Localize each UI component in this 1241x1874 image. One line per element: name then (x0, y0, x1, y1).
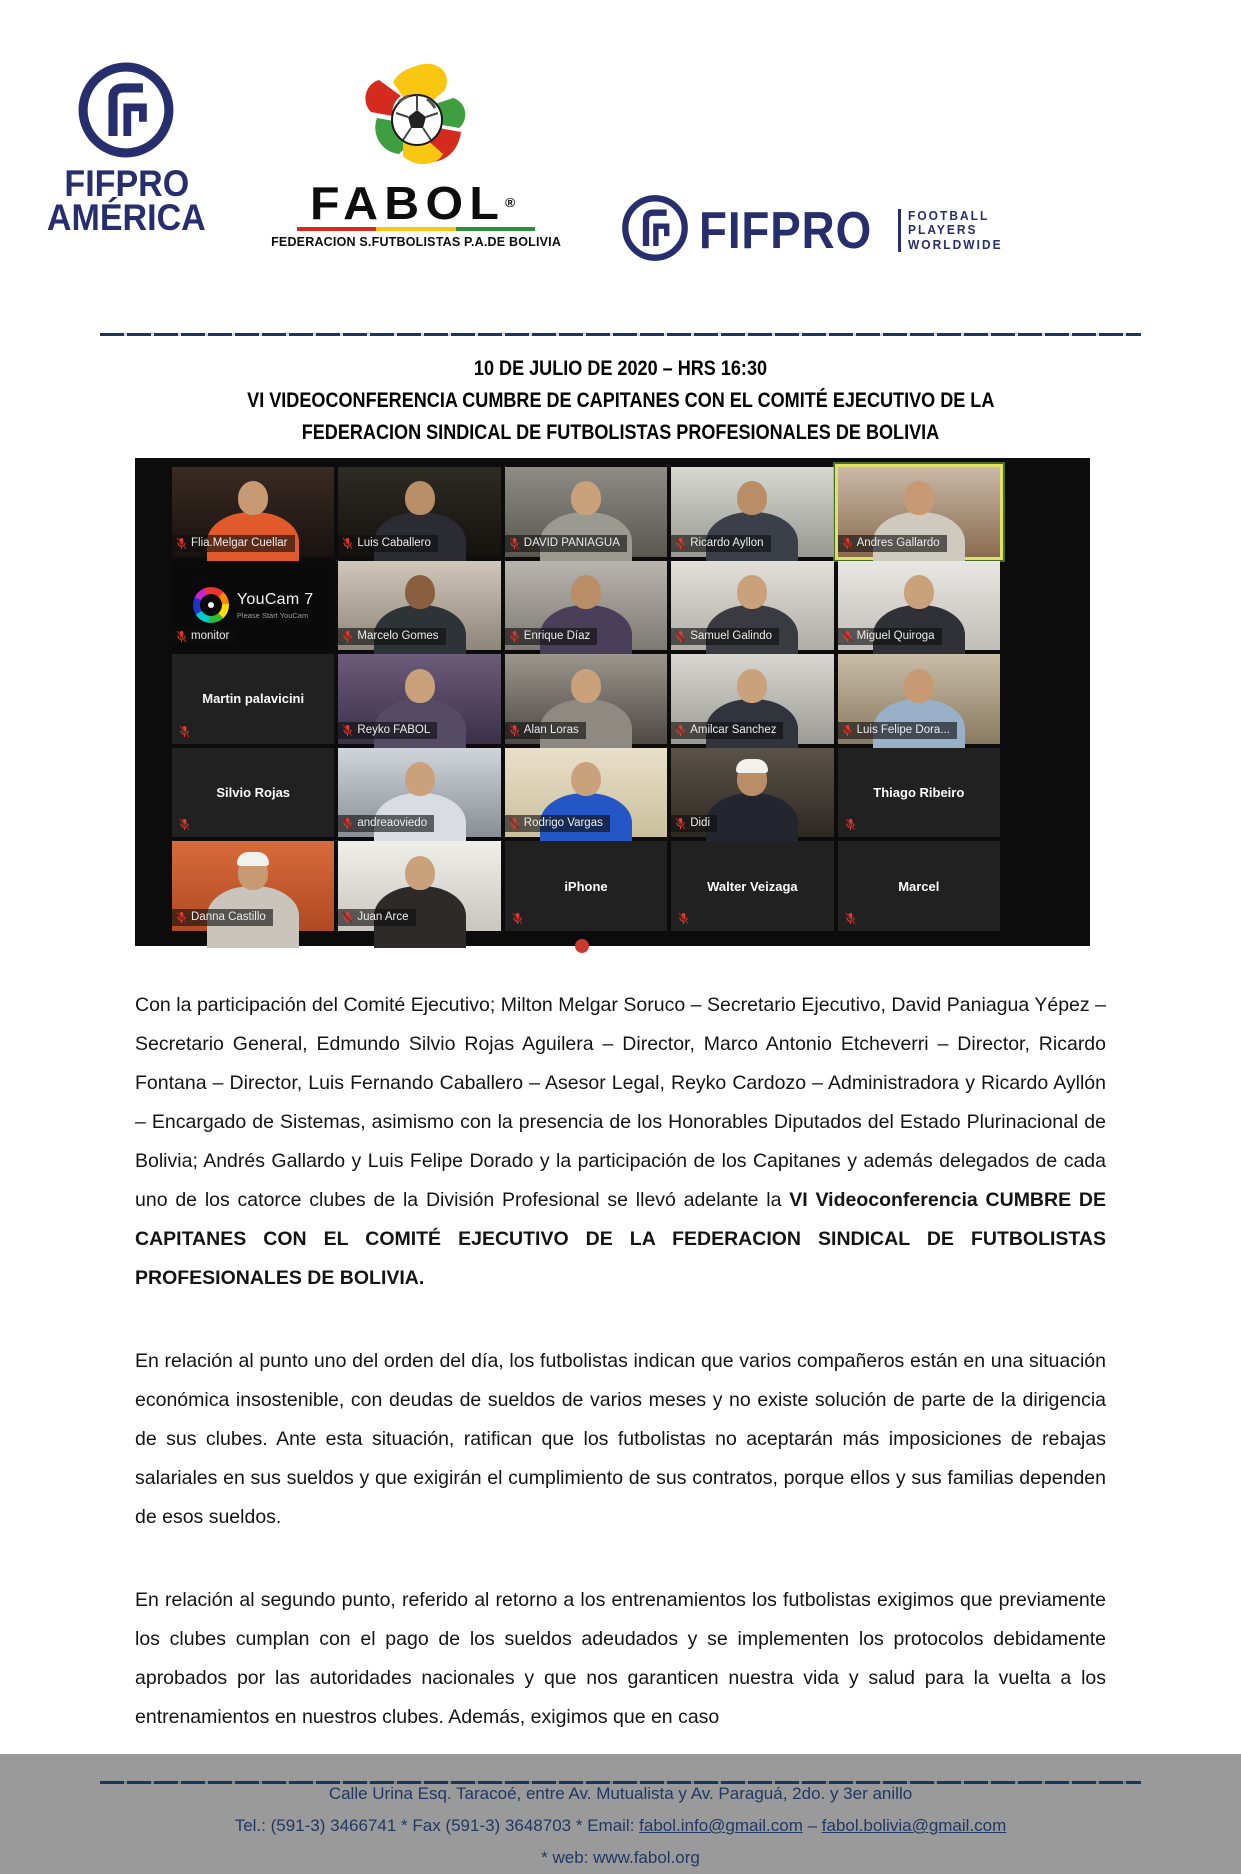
participant-name-chip (838, 722, 957, 739)
participant-head (571, 669, 601, 703)
participant-name: Enrique Díaz (523, 630, 591, 643)
participant-head (405, 481, 435, 515)
participant-name: Walter Veizaga (707, 878, 798, 894)
muted-mic (179, 725, 190, 738)
youcam-text (237, 591, 314, 620)
title-date-line: 10 DE JULIO DE 2020 – HRS 16:30 (473, 356, 768, 380)
muted-mic-icon (342, 630, 353, 643)
fifpro-worldwide-logo (619, 192, 1011, 269)
participant-tile-david-paniagua (505, 467, 667, 557)
participant-name: Miguel Quiroga (856, 630, 935, 643)
footer-web: * web: www.fabol.org (541, 1848, 700, 1867)
participant-name: Amilcar Sanchez (690, 723, 777, 736)
muted-mic-icon (675, 817, 686, 830)
muted-mic-icon (675, 630, 686, 643)
tagline-players: PLAYERS (908, 222, 978, 238)
participant-name-chip (671, 815, 717, 832)
participant-name: Alan Loras (523, 723, 579, 736)
participant-name-chip (172, 909, 273, 926)
participant-name-chip (505, 535, 627, 552)
participant-name-chip (671, 628, 779, 645)
muted-mic-icon (842, 724, 853, 737)
participant-name-chip (671, 535, 770, 552)
participant-name-chip (505, 628, 597, 645)
paragraph-point-two (135, 1581, 1106, 1737)
text-run: Con la participación del Comité Ejecutivo; Milton Melgar Soruco – Secretario Ejecutivo, David Paniagua Yépez – Secretario General, Edmundo Silvio Rojas Aguilera – Director, Marco Antonio Etcheverri – Director, Ricardo Fontana – Director, Luis Fernando Caballero – Asesor Legal, Reyko Cardozo – Administradora y Ricardo Ayllón – Encargado de Sistemas, asimismo con la presencia de los Honorables Diputados del Estado Plurinacional de Bolivia; Andrés Gallardo y Luis Felipe Dorado y la participación de los Capitanes y además delegados de cada uno de los catorce clubes de la División Profesional se llevó adelante la (135, 994, 1106, 1211)
participant-tile-amilcar-sanchez (671, 654, 833, 744)
participant-head (737, 669, 767, 703)
muted-mic-icon (176, 911, 187, 924)
fabol-caption: FEDERACION S.FUTBOLISTAS P.A.DE BOLIVIA (271, 235, 562, 249)
muted-mic-icon (845, 912, 856, 925)
fabol-map-ball-icon (341, 58, 491, 181)
participant-name: iPhone (564, 878, 608, 894)
title-line-2: VI VIDEOCONFERENCIA CUMBRE DE CAPITANES CON EL COMITÉ EJECUTIVO DE LA (246, 388, 995, 412)
muted-mic-icon (176, 630, 187, 643)
participant-name-chip (838, 628, 942, 645)
participant-tile-danna-castillo (172, 841, 334, 931)
participant-tile-thiago-ribeiro (838, 748, 1000, 838)
participant-tile-reyko-fabol (338, 654, 500, 744)
paragraph-point-one (135, 1342, 1106, 1537)
participant-tile-monitor (172, 561, 334, 651)
fifpro-circle-f-icon (619, 192, 691, 269)
participant-head (238, 481, 268, 515)
participant-name: Marcel (898, 878, 940, 894)
text-run: VI Videoconferencia CUMBRE DE CAPITANES CON EL COMITÉ EJECUTIVO DE LA FEDERACION SINDICAL DE FUTBOLISTAS PROFESIONALES DE BOLIVIA. (135, 1189, 1106, 1289)
muted-mic (512, 912, 523, 925)
videoconference-screenshot (135, 458, 1090, 946)
participant-name: Samuel Galindo (690, 630, 773, 643)
fabol-wordmark: FABOL® (310, 177, 522, 229)
muted-mic (845, 818, 856, 831)
fifpro-america-word2: AMÉRICA (46, 197, 206, 238)
participant-tile-luis-felipe-dora (838, 654, 1000, 744)
participant-name-chip (671, 722, 783, 739)
white-cap (736, 759, 768, 773)
participant-head (405, 575, 435, 609)
fifpro-america-circle-f-icon (74, 58, 178, 167)
participant-name: Martin palavicini (202, 691, 305, 707)
participant-head (405, 762, 435, 796)
muted-mic-icon (845, 818, 856, 831)
muted-mic (678, 912, 689, 925)
participant-head (571, 481, 601, 515)
registered-mark: ® (505, 195, 522, 210)
participant-name: monitor (191, 630, 230, 643)
record-indicator-dot (575, 939, 589, 953)
muted-mic-icon (342, 537, 353, 550)
participant-tile-didi (671, 748, 833, 838)
participant-name-chip (338, 722, 437, 739)
text-run: En relación al punto uno del orden del día, los futbolistas indican que varios compañeros están en una situación económica insostenible, con deudas de sueldos de varios meses y no existe solución de parte de la dirigencia de sus clubes. Ante esta situación, ratifican que los futbolistas no aceptarán más imposiciones de rebajas salariales en sus sueldos y que exigirán el cumplimiento de sus contratos, porque ellos y sus familias dependen de esos sueldos. (135, 1350, 1106, 1528)
participant-name: Ricardo Ayllon (690, 536, 764, 549)
fifpro-america-word1: FIFPRO (63, 163, 189, 204)
muted-mic (845, 912, 856, 925)
fifpro-tagline (898, 209, 1011, 253)
participant-head (571, 762, 601, 796)
participant-name-chip (338, 628, 445, 645)
participant-head (571, 575, 601, 609)
text-run: En relación al segundo punto, referido al retorno a los entrenamientos los futbolistas exigimos que previamente los clubes cumplan con el pago de los sueldos adeudados y se implementen los protocolos debidamente aprobados por las autoridades nacionales y que nos garanticen nuestra vida y salud para la vuelta a los entrenamientos en nuestros clubes. Además, exigimos que en caso (135, 1589, 1106, 1728)
muted-mic-icon (675, 537, 686, 550)
fifpro-america-logo (40, 58, 213, 238)
participant-name-chip (338, 815, 434, 832)
participant-head (904, 575, 934, 609)
participant-tile-andreaoviedo (338, 748, 500, 838)
participant-name-chip (338, 535, 438, 552)
muted-mic-icon (509, 724, 520, 737)
muted-mic-icon (678, 912, 689, 925)
text-run: – (802, 1816, 822, 1835)
participant-head (737, 575, 767, 609)
muted-mic-icon (675, 724, 686, 737)
participant-tile-enrique-d-az (505, 561, 667, 651)
participant-head (737, 481, 767, 515)
muted-mic-icon (342, 911, 353, 924)
participant-head (405, 669, 435, 703)
participant-name: DAVID PANIAGUA (523, 536, 620, 549)
participant-name: Luis Caballero (357, 536, 431, 549)
participant-name: andreaoviedo (357, 817, 428, 830)
participant-name: Rodrigo Vargas (523, 817, 603, 830)
email-link[interactable]: fabol.info@gmail.com (639, 1816, 803, 1835)
muted-mic-icon (179, 725, 190, 738)
muted-mic (179, 818, 190, 831)
participant-tile-marcelo-gomes (338, 561, 500, 651)
fifpro-wordmark: FIFPRO (699, 201, 873, 260)
muted-mic-icon (342, 724, 353, 737)
footer-address: Calle Urina Esq. Taracoé, entre Av. Mutualista y Av. Paraguá, 2do. y 3er anillo (328, 1784, 913, 1803)
muted-mic-icon (509, 630, 520, 643)
muted-mic-icon (842, 537, 853, 550)
participant-name: Silvio Rojas (216, 785, 291, 801)
document-title (0, 352, 1241, 448)
muted-mic-icon (509, 537, 520, 550)
participant-tile-flia-melgar-cuellar (172, 467, 334, 557)
participant-tile-iphone (505, 841, 667, 931)
muted-mic-icon (512, 912, 523, 925)
participant-name: Marcelo Gomes (357, 630, 439, 643)
muted-mic-icon (176, 537, 187, 550)
logo-row (0, 0, 1241, 269)
participant-tile-rodrigo-vargas (505, 748, 667, 838)
participant-name: Danna Castillo (191, 910, 266, 923)
participant-tile-marcel (838, 841, 1000, 931)
participant-name-chip (172, 628, 236, 645)
participant-name: Didi (690, 817, 710, 830)
participant-name-chip (172, 535, 295, 552)
tagline-football: FOOTBALL (908, 207, 990, 223)
participant-name-chip (505, 722, 586, 739)
participant-tile-luis-caballero (338, 467, 500, 557)
text-run: Tel.: (591-3) 3466741 * Fax (591-3) 3648703 * Email: (234, 1816, 640, 1835)
participant-name-chip (338, 909, 415, 926)
participant-head (904, 669, 934, 703)
participant-tile-juan-arce (338, 841, 500, 931)
footer (0, 1778, 1241, 1874)
youcam-lens-icon (193, 587, 229, 623)
participant-name: Thiago Ribeiro (873, 785, 965, 801)
participant-head (904, 481, 934, 515)
fabol-logo (271, 58, 562, 249)
participant-tile-alan-loras (505, 654, 667, 744)
email-link[interactable]: fabol.bolivia@gmail.com (821, 1816, 1007, 1835)
participant-name: Andres Gallardo (856, 536, 940, 549)
conference-grid (172, 467, 1000, 931)
title-line-3: FEDERACION SINDICAL DE FUTBOLISTAS PROFESIONALES DE BOLIVIA (301, 420, 940, 444)
muted-mic-icon (342, 817, 353, 830)
participant-tile-samuel-galindo (671, 561, 833, 651)
youcam-title: YouCam 7 (236, 590, 314, 608)
paragraph-participants (135, 986, 1106, 1298)
participant-name-chip (838, 535, 947, 552)
participant-name: Reyko FABOL (357, 723, 431, 736)
muted-mic-icon (842, 630, 853, 643)
footer-contact (0, 1810, 1241, 1842)
participant-tile-walter-veizaga (671, 841, 833, 931)
muted-mic-icon (509, 817, 520, 830)
participant-tile-miguel-quiroga (838, 561, 1000, 651)
participant-name: Flia.Melgar Cuellar (191, 536, 288, 549)
white-cap (237, 852, 269, 866)
participant-name: Juan Arce (357, 910, 409, 923)
participant-name-chip (505, 815, 610, 832)
participant-tile-silvio-rojas (172, 748, 334, 838)
participant-name: Luis Felipe Dora... (856, 723, 950, 736)
tagline-worldwide: WORLDWIDE (908, 236, 1003, 252)
header-separator-line (100, 333, 1141, 336)
participant-tile-ricardo-ayllon (671, 467, 833, 557)
document-body (0, 946, 1241, 1737)
muted-mic-icon (179, 818, 190, 831)
youcam-subtitle: Please Start YouCam (236, 610, 309, 620)
participant-head (405, 856, 435, 890)
participant-tile-martin-palavicini (172, 654, 334, 744)
participant-tile-andres-gallardo (838, 467, 1000, 557)
